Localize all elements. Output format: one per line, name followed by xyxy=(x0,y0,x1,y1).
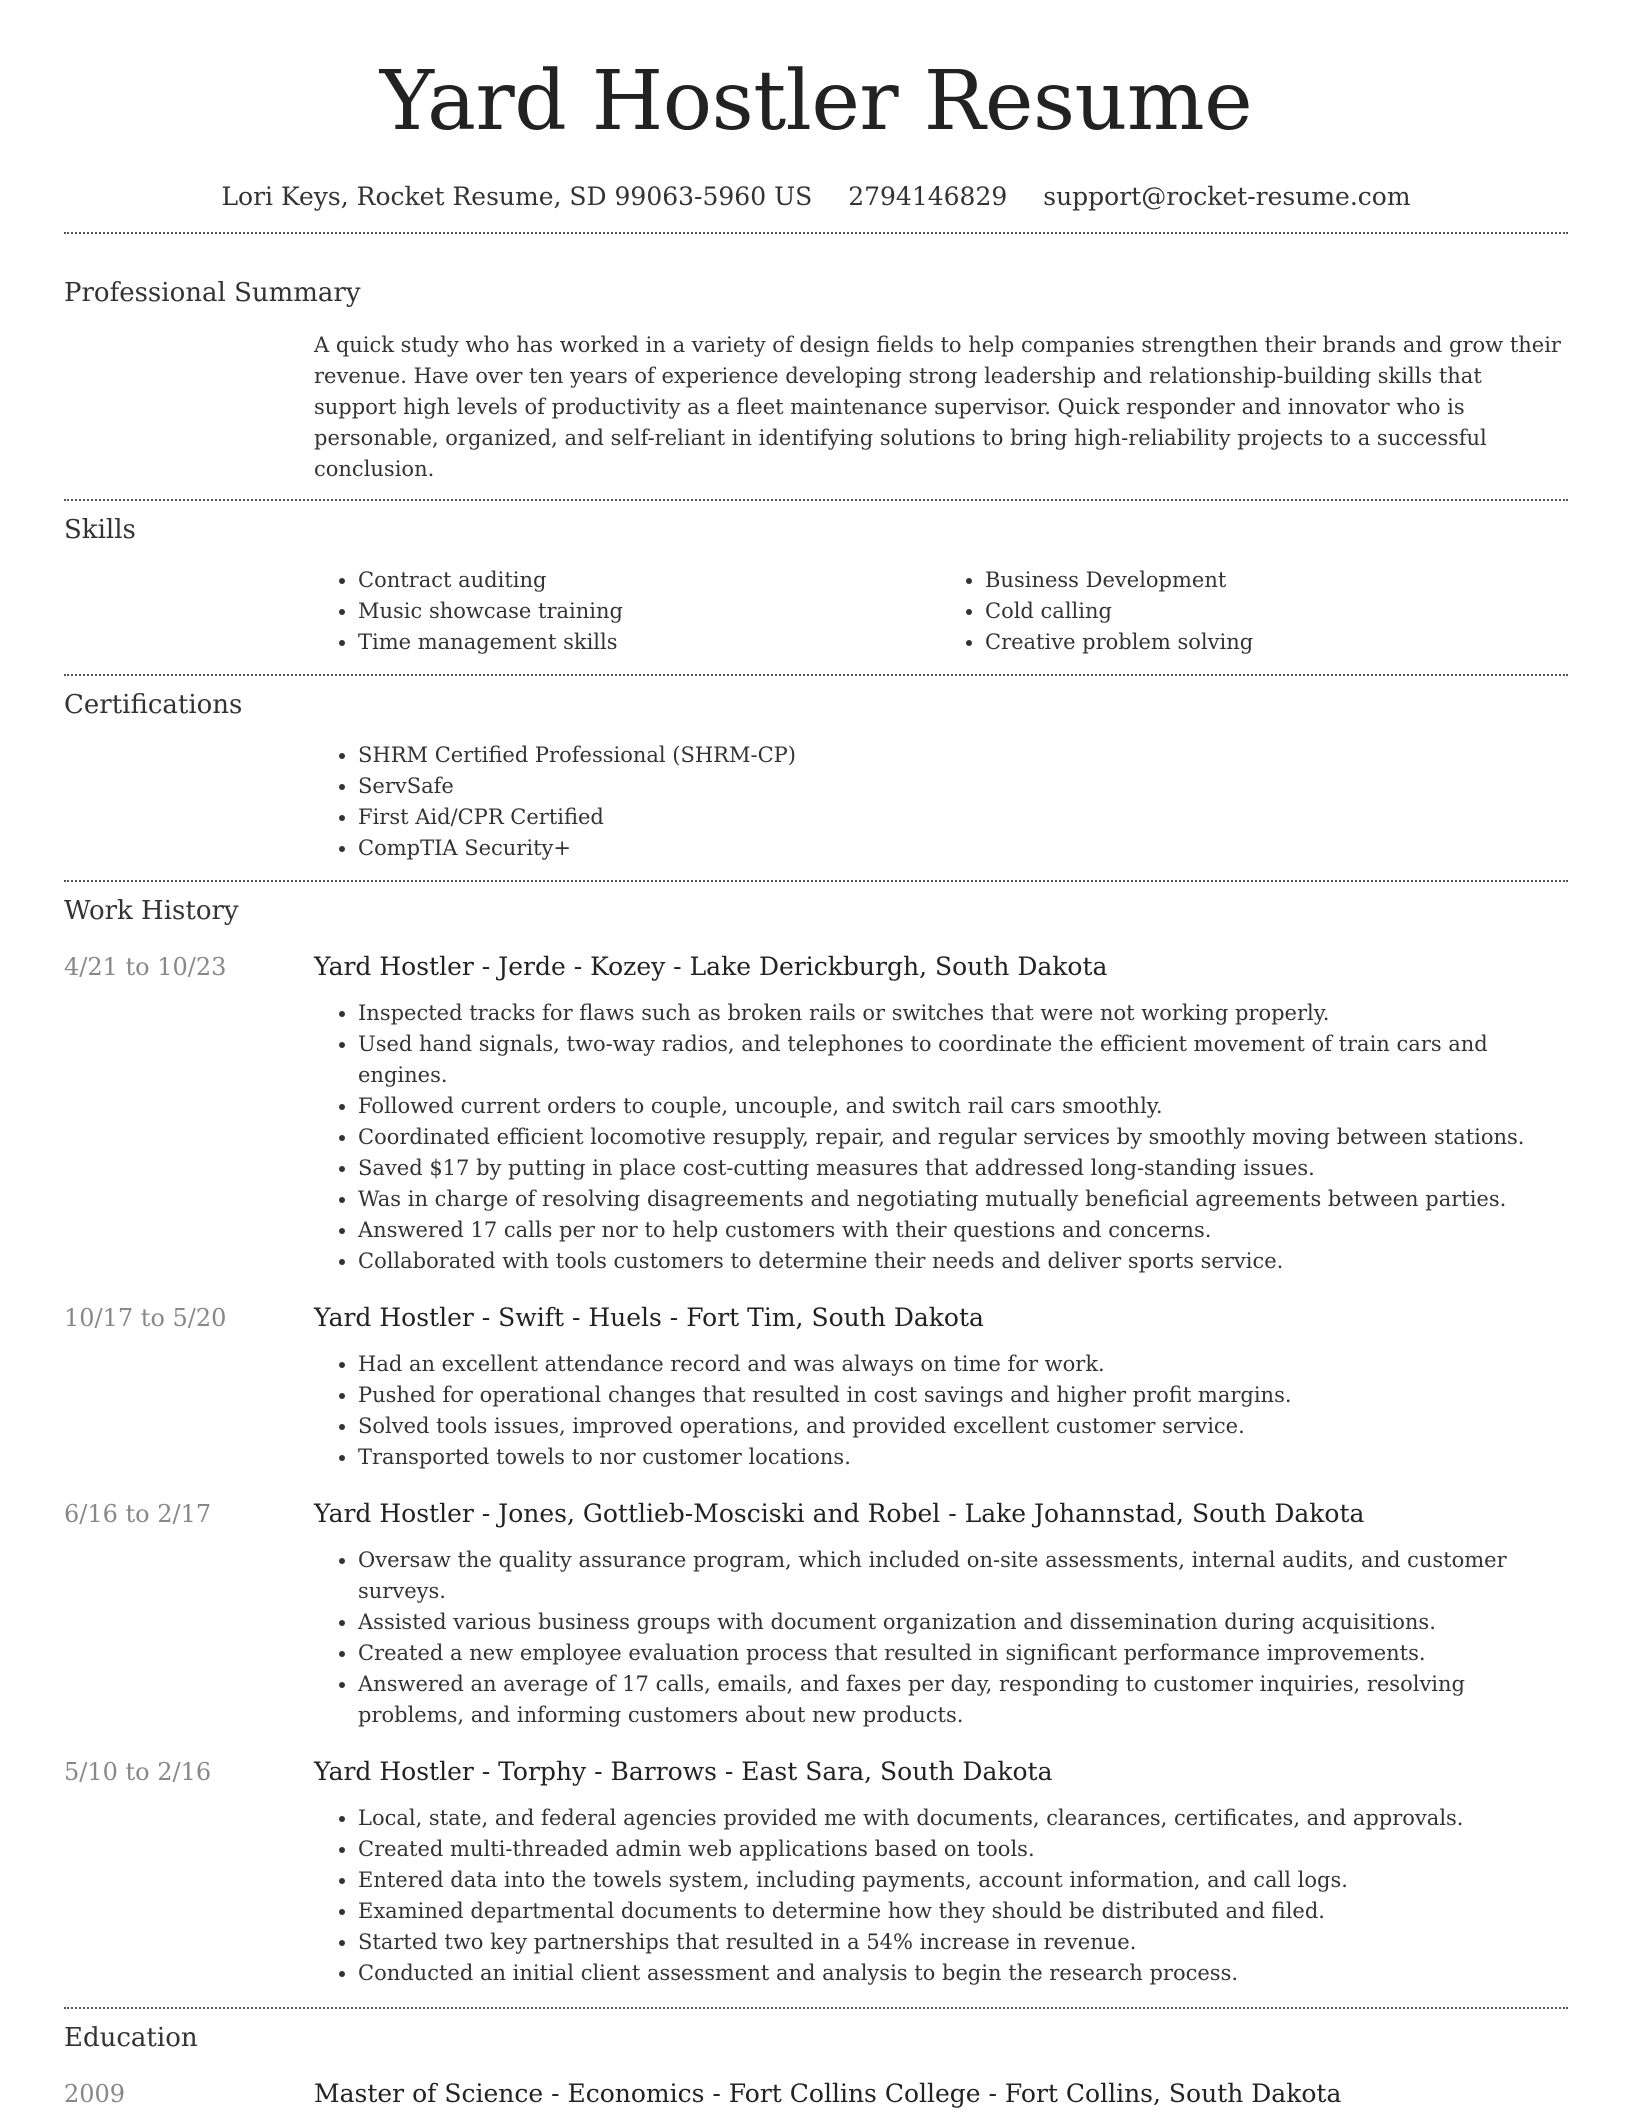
section-title-education: Education xyxy=(64,2023,198,2053)
job-bullet: • Used hand signals, two-way radios, and telephones to coordinate the efficient movement of train cars and engines. xyxy=(358,1029,1568,1091)
job-bullets xyxy=(314,1803,1568,1989)
certifications-list xyxy=(314,740,1568,864)
certifications-section xyxy=(64,676,1568,880)
job-bullets xyxy=(314,1545,1568,1731)
skills-list-left xyxy=(314,565,941,658)
job-bullet: • Pushed for operational changes that resulted in cost savings and higher profit margins. xyxy=(358,1380,1568,1411)
job-bullet: • Started two key partnerships that resulted in a 54% increase in revenue. xyxy=(358,1927,1568,1958)
section-title-work-history: Work History xyxy=(64,896,239,926)
job-bullet: • Answered an average of 17 calls, emails, and faxes per day, responding to customer inquiries, resolving problems, and informing customers about new products. xyxy=(358,1669,1568,1731)
job-bullet: • Solved tools issues, improved operations, and provided excellent customer service. xyxy=(358,1411,1568,1442)
job-title: Yard Hostler - Jerde - Kozey - Lake Derickburgh, South Dakota xyxy=(314,952,1108,981)
job-body xyxy=(314,950,1568,1277)
skill-item: • Creative problem solving xyxy=(985,627,1568,658)
contact-line xyxy=(64,180,1568,214)
contact-phone: 2794146829 xyxy=(848,182,1008,211)
job-bullet: • Transported towels to nor customer locations. xyxy=(358,1442,1568,1473)
job-bullet: • Followed current orders to couple, uncouple, and switch rail cars smoothly. xyxy=(358,1091,1568,1122)
job-bullet: • Created a new employee evaluation process that resulted in significant performance improvements. xyxy=(358,1638,1568,1669)
education-degree: Master of Science - Economics - Fort Collins College - Fort Collins, South Dakota xyxy=(314,2079,1342,2108)
certification-item: • SHRM Certified Professional (SHRM-CP) xyxy=(358,740,1568,771)
job-bullet: • Answered 17 calls per nor to help customers with their questions and concerns. xyxy=(358,1215,1568,1246)
job-bullet: • Examined departmental documents to determine how they should be distributed and filed. xyxy=(358,1896,1568,1927)
job-dates: 10/17 to 5/20 xyxy=(64,1304,227,1332)
section-title-summary: Professional Summary xyxy=(64,278,361,308)
job-title: Yard Hostler - Jones, Gottlieb-Mosciski and Robel - Lake Johannstad, South Dakota xyxy=(314,1499,1365,1528)
job-dates: 4/21 to 10/23 xyxy=(64,953,227,981)
skill-item: • Music showcase training xyxy=(358,596,941,627)
education-section xyxy=(64,2009,1568,2125)
job-bullet: • Was in charge of resolving disagreements and negotiating mutually beneficial agreements between parties. xyxy=(358,1184,1568,1215)
job-entry xyxy=(64,1755,1568,1989)
summary-text: A quick study who has worked in a variety of design fields to help companies strengthen their brands and grow their revenue. Have over ten years of experience developing strong leadership and relationship-building skills that support high levels of productivity as a fleet maintenance supervisor. Quick responder and innovator who is personable, organized, and self-reliant in identifying solutions to bring high-reliability projects to a successful conclusion. xyxy=(314,333,1561,481)
job-body xyxy=(314,1301,1568,1473)
resume-title: Yard Hostler Resume xyxy=(379,54,1253,149)
skill-item: • Cold calling xyxy=(985,596,1568,627)
job-entry xyxy=(64,950,1568,1277)
job-body xyxy=(314,1755,1568,1989)
job-bullet: • Conducted an initial client assessment and analysis to begin the research process. xyxy=(358,1958,1568,1989)
job-bullet: • Oversaw the quality assurance program, which included on-site assessments, internal audits, and customer surveys. xyxy=(358,1545,1568,1607)
job-bullet: • Coordinated efficient locomotive resupply, repair, and regular services by smoothly moving between stations. xyxy=(358,1122,1568,1153)
contact-address: Lori Keys, Rocket Resume, SD 99063-5960 US xyxy=(221,182,813,211)
section-title-skills: Skills xyxy=(64,515,136,545)
certifications-content xyxy=(314,740,1568,880)
contact-email: support@rocket-resume.com xyxy=(1043,182,1411,211)
job-bullet: • Created multi-threaded admin web applications based on tools. xyxy=(358,1834,1568,1865)
skill-item: • Contract auditing xyxy=(358,565,941,596)
certification-item: • ServSafe xyxy=(358,771,1568,802)
certification-item: • CompTIA Security+ xyxy=(358,833,1568,864)
job-bullet: • Local, state, and federal agencies provided me with documents, clearances, certificates, and approvals. xyxy=(358,1803,1568,1834)
job-body xyxy=(314,1497,1568,1731)
job-bullets xyxy=(314,998,1568,1277)
job-bullet: • Entered data into the towels system, including payments, account information, and call logs. xyxy=(358,1865,1568,1896)
certification-item: • First Aid/CPR Certified xyxy=(358,802,1568,833)
job-bullets xyxy=(314,1349,1568,1473)
job-entry xyxy=(64,1301,1568,1473)
skills-list-right xyxy=(941,565,1568,658)
job-title: Yard Hostler - Swift - Huels - Fort Tim, South Dakota xyxy=(314,1303,984,1332)
education-body xyxy=(314,2077,1568,2125)
job-bullet: • Collaborated with tools customers to determine their needs and deliver sports service. xyxy=(358,1246,1568,1277)
job-bullet: • Assisted various business groups with document organization and dissemination during acquisitions. xyxy=(358,1607,1568,1638)
job-bullet: • Had an excellent attendance record and was always on time for work. xyxy=(358,1349,1568,1380)
education-entry xyxy=(64,2077,1568,2125)
job-dates: 5/10 to 2/16 xyxy=(64,1758,212,1786)
work-history-section xyxy=(64,882,1568,2007)
job-title: Yard Hostler - Torphy - Barrows - East Sara, South Dakota xyxy=(314,1757,1053,1786)
skill-item: • Business Development xyxy=(985,565,1568,596)
skill-item: • Time management skills xyxy=(358,627,941,658)
job-bullet: • Inspected tracks for flaws such as broken rails or switches that were not working properly. xyxy=(358,998,1568,1029)
spacer xyxy=(64,1989,1568,2007)
job-dates: 6/16 to 2/17 xyxy=(64,1500,212,1528)
summary-section xyxy=(64,234,1568,499)
job-entry xyxy=(64,1497,1568,1731)
education-year: 2009 xyxy=(64,2080,126,2108)
skills-section xyxy=(64,501,1568,674)
section-title-certifications: Certifications xyxy=(64,690,243,720)
job-bullet: • Saved $17 by putting in place cost-cutting measures that addressed long-standing issues. xyxy=(358,1153,1568,1184)
skills-columns xyxy=(314,565,1568,674)
